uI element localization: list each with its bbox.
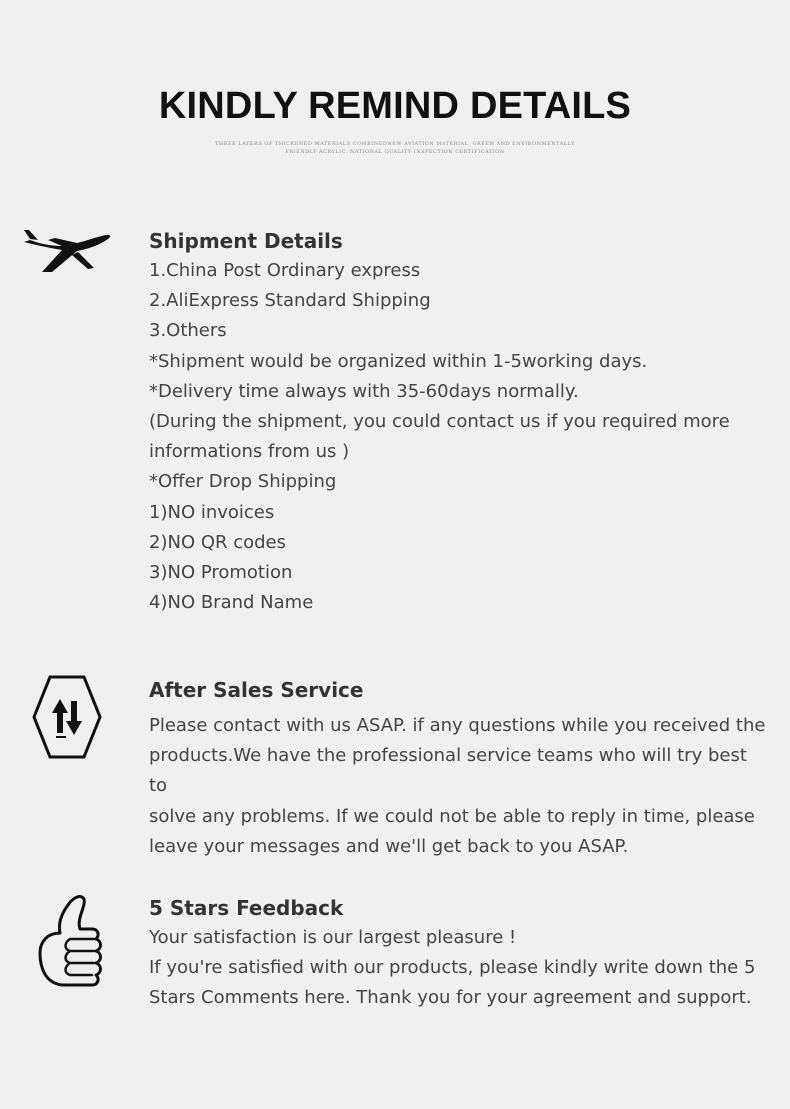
feedback-title: 5 Stars Feedback [149, 896, 344, 920]
shipment-line: 2.AliExpress Standard Shipping [149, 290, 431, 312]
airplane-icon [22, 226, 114, 318]
shipment-line: informations from us ) [149, 441, 350, 463]
shipment-line: *Delivery time always with 35-60days normally. [149, 380, 579, 402]
after-sales-line: leave your messages and we'll get back to you ASAP. [149, 835, 629, 857]
shipment-line: 1)NO invoices [149, 501, 275, 523]
feedback-line: Stars Comments here. Thank you for your agreement and support. [149, 987, 752, 1009]
shipment-title: Shipment Details [149, 229, 343, 253]
feedback-line: Your satisfaction is our largest pleasure ! [149, 927, 517, 948]
thumbs-up-icon [22, 893, 114, 985]
after-sales-content [149, 675, 769, 862]
after-sales-title: After Sales Service [149, 678, 364, 702]
exchange-hexagon-icon [22, 675, 114, 767]
feedback-content [149, 893, 769, 1014]
shipment-line: *Offer Drop Shipping [149, 471, 337, 493]
after-sales-line: solve any problems. If we could not be able to reply in time, please [149, 805, 755, 827]
page-subtitle: THREE LAYERS OF THICKENED MATERIALS COMBINEDNEW AVIATION MATERIAL, GREEN AND ENVIRONMENTALLY FRIENDLY ACRYLIC, NATIONAL QUALITY INSPECTION CERTIFICATION [215, 141, 575, 155]
after-sales-line: Please contact with us ASAP. if any questions while you received the [149, 715, 766, 736]
page-title: KINDLY REMIND DETAILS [158, 85, 632, 127]
shipment-line: 2)NO QR codes [149, 531, 287, 553]
shipment-line: 1.China Post Ordinary express [149, 260, 421, 281]
shipment-line: *Shipment would be organized within 1-5working days. [149, 350, 648, 372]
shipment-line: 3.Others [149, 320, 227, 342]
shipment-line: (During the shipment, you could contact us if you required more [149, 411, 730, 433]
shipment-line: 3)NO Promotion [149, 562, 293, 584]
feedback-line: If you're satisfied with our products, please kindly write down the 5 [149, 957, 756, 979]
after-sales-line: products.We have the professional service teams who will try best to [149, 745, 753, 797]
shipment-content [149, 226, 769, 618]
header [0, 84, 790, 156]
shipment-line: 4)NO Brand Name [149, 592, 314, 614]
